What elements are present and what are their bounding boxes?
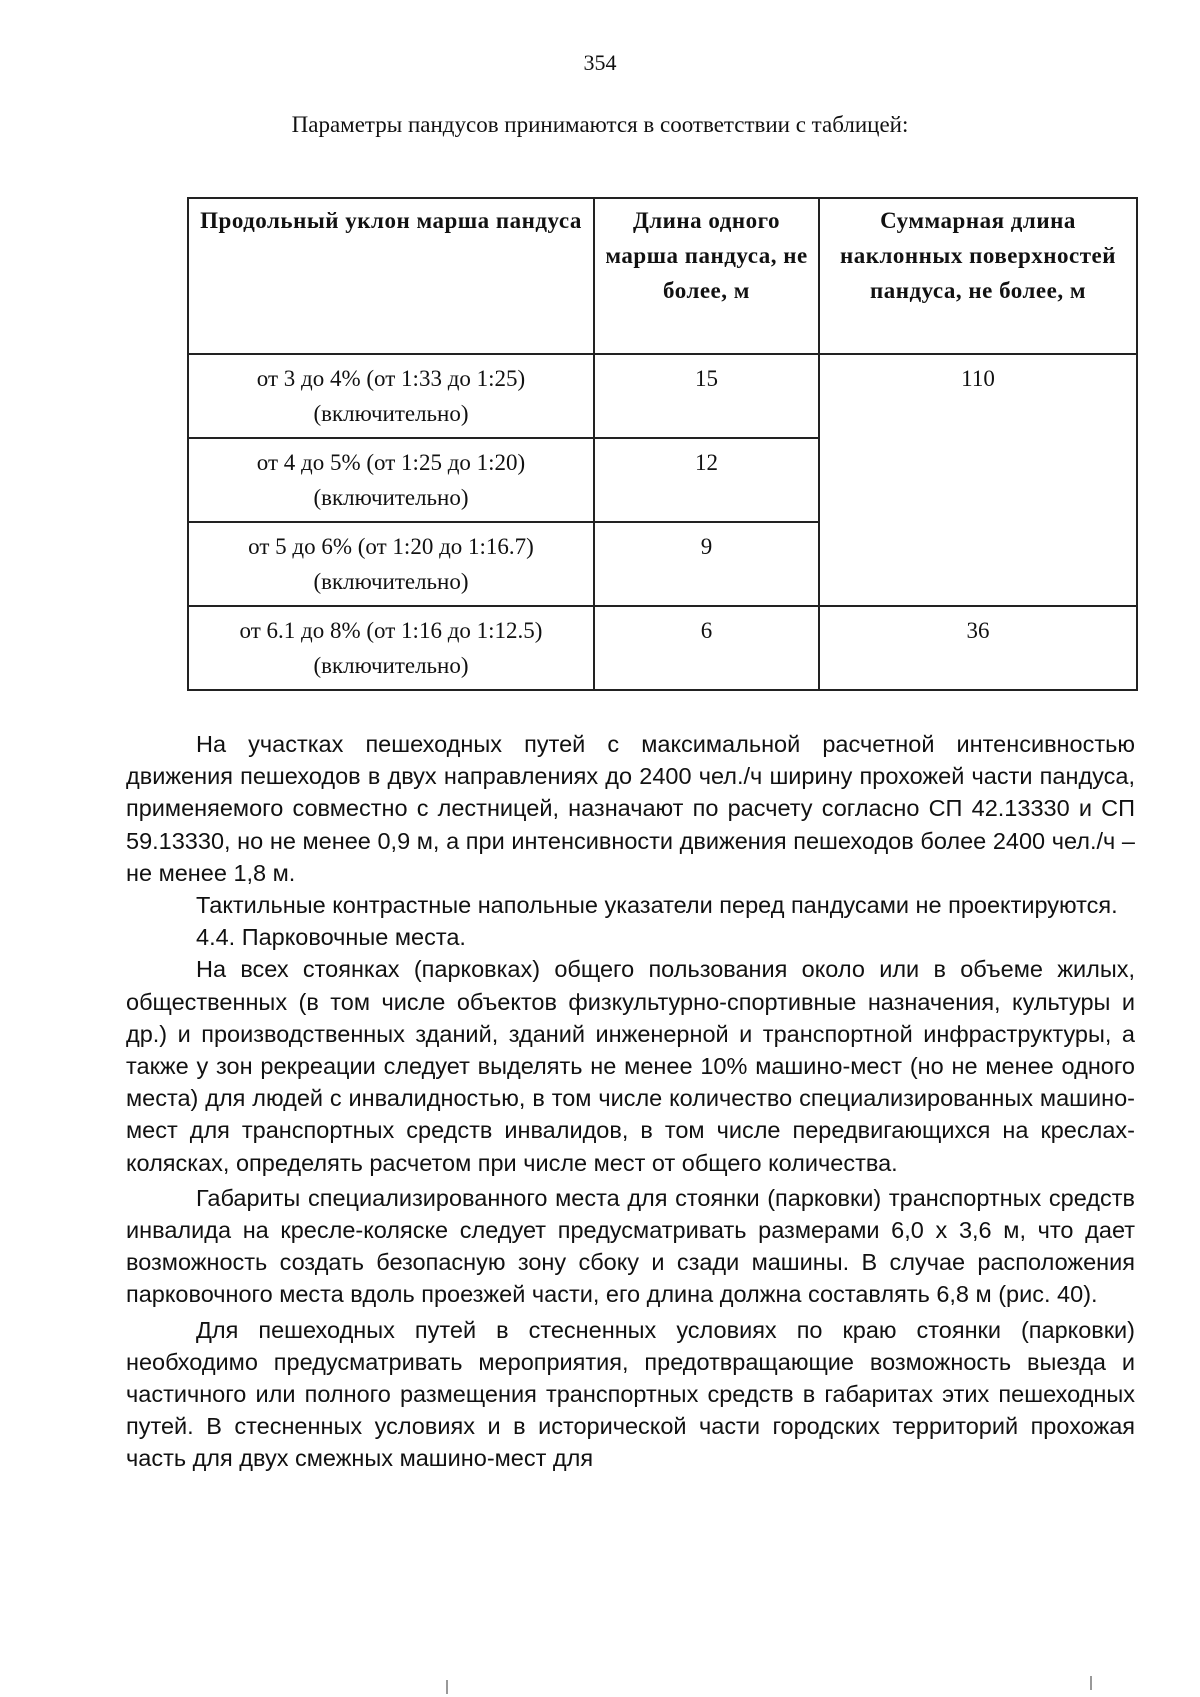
header-slope: Продольный уклон марша пандуса xyxy=(188,198,594,354)
page-number: 354 xyxy=(583,50,617,75)
table-row xyxy=(188,606,1137,690)
table-header-row xyxy=(188,198,1137,354)
flight-length-cell: 15 xyxy=(594,354,819,438)
paragraph-parking-share: На всех стоянках (парковках) общего пользования около или в объеме жилых, общественных (в том числе объектов физкультурно-спортивные назначения, культуры и др.) и производственных зданий, зданий инженерной и транспортной инфраструктуры, а также у зон рекреации следует выделять не менее 10% машино-мест (но не менее одного места) для людей с инвалидностью, в том числе количество специализированных машино-мест для транспортных средств инвалидов, в том числе передвигающихся на креслах-колясках, определять расчетом при числе мест от общего количества. xyxy=(126,956,1135,1176)
section-heading-parking: 4.4. Парковочные места. xyxy=(196,924,466,951)
total-length-cell: 110 xyxy=(819,354,1137,606)
body-text xyxy=(126,728,1135,1475)
paragraph-pedestrian-width: На участках пешеходных путей с максимальной расчетной интенсивностью движения пешеходов в двух направлениях до 2400 чел./ч ширину прохожей части пандуса, применяемого совместно с лестницей, назначают по расчету согласно СП 42.13330 и СП 59.13330, но не менее 0,9 м, а при интенсивности движения пешеходов более 2400 чел./ч – не менее 1,8 м. xyxy=(126,731,1135,886)
total-length-cell: 36 xyxy=(819,606,1137,690)
table-row xyxy=(188,354,1137,438)
slope-cell: от 3 до 4% (от 1:33 до 1:25) (включительно) xyxy=(188,354,594,438)
slope-cell: от 4 до 5% (от 1:25 до 1:20) (включительно) xyxy=(188,438,594,522)
header-total-length: Суммарная длина наклонных поверхностей пандуса, не более, м xyxy=(819,198,1137,354)
scan-artifact xyxy=(1090,1676,1092,1690)
flight-length-cell: 6 xyxy=(594,606,819,690)
ramp-parameters-table xyxy=(187,197,1138,691)
paragraph-constrained-conditions: Для пешеходных путей в стесненных условиях по краю стоянки (парковки) необходимо предусматривать мероприятия, предотвращающие возможность выезда и частичного или полного размещения транспортных средств в габаритах этих пешеходных путей. В стесненных условиях и в исторической части городских территорий прохожая часть для двух смежных машино-мест для xyxy=(126,1316,1135,1472)
flight-length-cell: 12 xyxy=(594,438,819,522)
header-flight-length: Длина одного марша пандуса, не более, м xyxy=(594,198,819,354)
paragraph-tactile-indicators: Тактильные контрастные напольные указатели перед пандусами не проектируются. xyxy=(196,892,1118,919)
slope-cell: от 6.1 до 8% (от 1:16 до 1:12.5) (включительно) xyxy=(188,606,594,690)
flight-length-cell: 9 xyxy=(594,522,819,606)
slope-cell: от 5 до 6% (от 1:20 до 1:16.7) (включительно) xyxy=(188,522,594,606)
table-intro: Параметры пандусов принимаются в соответствии с таблицей: xyxy=(291,112,909,137)
scan-artifact xyxy=(446,1680,448,1694)
paragraph-parking-dimensions: Габариты специализированного места для стоянки (парковки) транспортных средств инвалида на кресле-коляске следует предусматривать размерами 6,0 х 3,6 м, что дает возможность создать безопасную зону сбоку и сзади машины. В случае расположения парковочного места вдоль проезжей части, его длина должна составлять 6,8 м (рис. 40). xyxy=(126,1184,1135,1308)
